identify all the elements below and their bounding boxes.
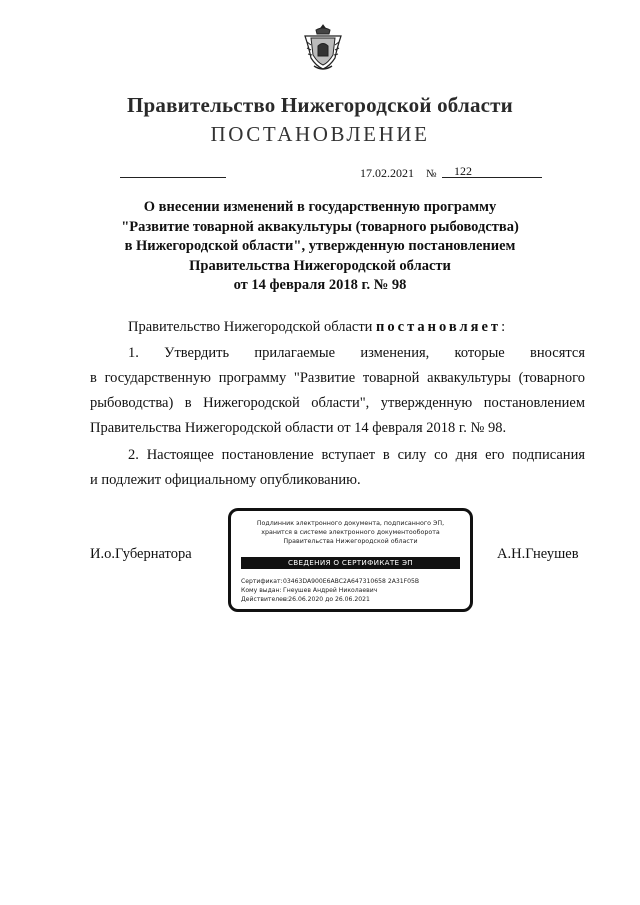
certificate-value: 03463DA900E6ABC2A647310658 2A31F05B bbox=[283, 578, 420, 585]
intro-text: Правительство Нижегородской области bbox=[128, 319, 377, 335]
certificate-label: Сертификат: bbox=[241, 578, 283, 585]
document-type-heading: ПОСТАНОВЛЕНИЕ bbox=[210, 122, 430, 146]
document-subject bbox=[100, 198, 540, 296]
subject-line: в Нижегородской области", утвержденную постановлением bbox=[124, 238, 516, 254]
subject-line: "Развитие товарной аквакультуры (товарного рыбоводства) bbox=[121, 218, 519, 235]
intro-colon: : bbox=[501, 319, 506, 335]
certificate-details bbox=[241, 578, 419, 604]
stamp-header-line: хранится в системе электронного документооборота bbox=[261, 529, 440, 536]
intro-paragraph bbox=[128, 315, 505, 339]
intro-keyword: постановляет bbox=[376, 319, 502, 335]
signer-name: А.Н.Гнеушев bbox=[497, 546, 579, 562]
paragraph-2-line: 2. Настоящее постановление вступает в силу со дня его подписания bbox=[128, 447, 585, 463]
paragraph-2-line: и подлежит официальному опубликованию. bbox=[90, 472, 361, 488]
number-underline bbox=[442, 177, 542, 178]
blank-date-line bbox=[120, 177, 226, 178]
stamp-header-line: Правительства Нижегородской области bbox=[283, 538, 418, 545]
issued-row bbox=[241, 587, 419, 596]
subject-line: О внесении изменений в государственную программу bbox=[143, 199, 497, 215]
paragraph-1-line: Правительства Нижегородской области от 14 февраля 2018 г. № 98. bbox=[90, 420, 507, 436]
issued-label: Кому выдан: bbox=[241, 586, 282, 594]
number-sign: № bbox=[426, 168, 437, 180]
issued-value: Гнеушев Андрей Николаевич bbox=[283, 586, 378, 594]
paragraph-1-line: 1. Утвердить прилагаемые изменения, которые вносятся bbox=[128, 345, 585, 361]
certificate-row bbox=[241, 578, 419, 587]
document-date: 17.02.2021 bbox=[360, 166, 414, 180]
subject-line: от 14 февраля 2018 г. № 98 bbox=[233, 277, 407, 293]
subject-line: Правительства Нижегородской области bbox=[189, 257, 451, 274]
stamp-header bbox=[231, 519, 470, 546]
coat-of-arms-emblem bbox=[302, 22, 344, 72]
paragraph-1-line: в государственную программу "Развитие товарной аквакультуры (товарного bbox=[90, 370, 585, 386]
certificate-info-bar: СВЕДЕНИЯ О СЕРТИФИКАТЕ ЭП bbox=[241, 557, 460, 569]
government-title: Правительство Нижегородской области bbox=[127, 93, 513, 117]
paragraph-1-line: рыбоводства) в Нижегородской области", утвержденную постановлением bbox=[90, 395, 585, 411]
stamp-header-line: Подлинник электронного документа, подписанного ЭП, bbox=[256, 520, 445, 527]
document-number: 122 bbox=[454, 164, 472, 178]
signer-title: И.о.Губернатора bbox=[90, 546, 192, 562]
electronic-signature-stamp bbox=[228, 508, 473, 612]
validity-row bbox=[241, 596, 419, 605]
validity-value: с 26.06.2020 до 26.06.2021 bbox=[283, 595, 370, 603]
validity-label: Действителен: bbox=[241, 595, 289, 603]
